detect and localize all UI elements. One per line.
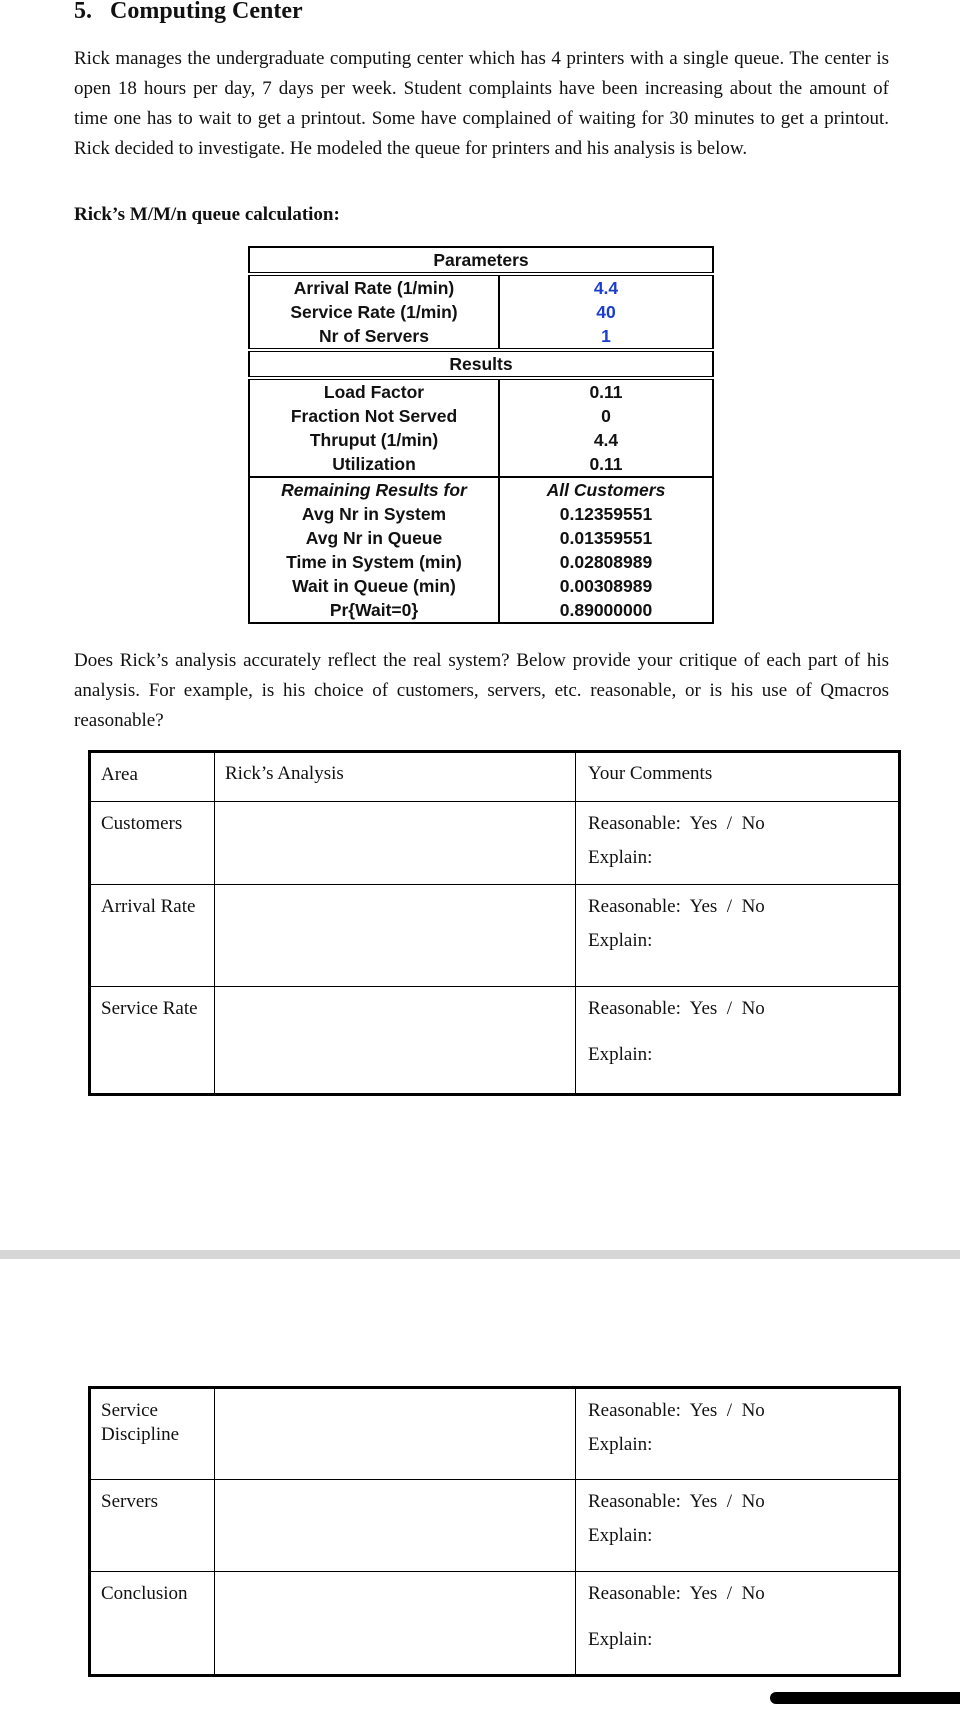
table-row — [90, 885, 900, 987]
table-row — [90, 987, 900, 1095]
table-row — [90, 1572, 900, 1676]
critique-question: Does Rick’s analysis accurately reflect the real system? Below provide your critique of each part of his analysis. For example, is his choice of customers, servers, etc. reasonable, or is his use of Qmacros reasonable? — [74, 650, 889, 731]
table-header-row — [90, 752, 900, 802]
comments-cell[interactable] — [576, 1480, 900, 1572]
param-label: Service Rate (1/min) — [249, 300, 499, 324]
scroll-indicator[interactable] — [770, 1692, 960, 1704]
result-label: Load Factor — [249, 378, 499, 404]
explain-label: Explain: — [588, 1434, 653, 1455]
param-label: Arrival Rate (1/min) — [249, 274, 499, 300]
table-row — [249, 526, 713, 550]
analysis-cell[interactable] — [215, 987, 576, 1095]
result-value: 0.11 — [589, 454, 623, 474]
page-divider — [0, 1250, 960, 1259]
explain-label: Explain: — [588, 1629, 653, 1650]
table-row — [249, 598, 713, 623]
area-header: Area — [90, 752, 215, 802]
table-row — [249, 502, 713, 526]
param-label: Nr of Servers — [249, 324, 499, 350]
result-label: Time in System (min) — [249, 550, 499, 574]
result-value: 0 — [601, 406, 611, 426]
area-cell: Conclusion — [90, 1572, 215, 1676]
result-label: Avg Nr in Queue — [249, 526, 499, 550]
reasonable-options[interactable]: Reasonable: Yes / No — [588, 1400, 765, 1421]
table-row — [249, 404, 713, 428]
area-cell: Arrival Rate — [90, 885, 215, 987]
result-value: 0.01359551 — [559, 528, 653, 548]
table-row — [90, 802, 900, 885]
explain-label: Explain: — [588, 930, 653, 951]
reasonable-options[interactable]: Reasonable: Yes / No — [588, 813, 765, 834]
param-value: 1 — [601, 326, 611, 346]
result-value: 0.12359551 — [559, 504, 653, 524]
result-label: Pr{Wait=0} — [249, 598, 499, 623]
table-row — [249, 300, 713, 324]
result-value: 0.02808989 — [559, 552, 653, 572]
analysis-cell[interactable] — [215, 802, 576, 885]
table-row — [90, 1480, 900, 1572]
result-value: 4.4 — [593, 430, 619, 450]
result-value: 0.89000000 — [559, 600, 653, 620]
comments-cell[interactable] — [576, 987, 900, 1095]
result-label: Utilization — [249, 452, 499, 477]
queue-results-table — [248, 246, 714, 624]
result-label: Wait in Queue (min) — [249, 574, 499, 598]
param-value: 40 — [596, 302, 616, 322]
reasonable-options[interactable]: Reasonable: Yes / No — [588, 896, 765, 917]
table-row — [249, 274, 713, 300]
remaining-label: Remaining Results for — [249, 477, 499, 502]
result-value: 0.00308989 — [559, 576, 653, 596]
reasonable-options[interactable]: Reasonable: Yes / No — [588, 1491, 765, 1512]
explain-label: Explain: — [588, 1525, 653, 1546]
area-cell: Service Rate — [90, 987, 215, 1095]
section-title: 5. Computing Center — [74, 0, 303, 24]
remaining-value: All Customers — [499, 477, 713, 502]
analysis-cell[interactable] — [215, 1388, 576, 1480]
result-label: Avg Nr in System — [249, 502, 499, 526]
table-row — [90, 1388, 900, 1480]
comments-cell[interactable] — [576, 802, 900, 885]
comments-cell[interactable] — [576, 885, 900, 987]
table-row — [249, 324, 713, 350]
area-cell: Service Discipline — [90, 1388, 215, 1480]
calc-heading: Rick’s M/M/n queue calculation: — [74, 204, 340, 225]
explain-label: Explain: — [588, 1044, 653, 1065]
comments-header: Your Comments — [576, 752, 900, 802]
param-value: 4.4 — [593, 278, 619, 298]
result-label: Fraction Not Served — [249, 404, 499, 428]
results-header: Results — [249, 350, 713, 378]
analysis-cell[interactable] — [215, 1572, 576, 1676]
table-row — [249, 428, 713, 452]
comments-cell[interactable] — [576, 1572, 900, 1676]
table-row — [249, 550, 713, 574]
table-row — [249, 452, 713, 477]
reasonable-options[interactable]: Reasonable: Yes / No — [588, 1583, 765, 1604]
table-row — [249, 378, 713, 404]
table-row — [249, 477, 713, 502]
area-cell: Servers — [90, 1480, 215, 1572]
parameters-header: Parameters — [249, 247, 713, 274]
area-cell: Customers — [90, 802, 215, 885]
comments-cell[interactable] — [576, 1388, 900, 1480]
explain-label: Explain: — [588, 847, 653, 868]
critique-table — [88, 750, 901, 1096]
analysis-cell[interactable] — [215, 1480, 576, 1572]
critique-table-continued — [88, 1386, 901, 1677]
result-label: Thruput (1/min) — [249, 428, 499, 452]
analysis-header: Rick’s Analysis — [215, 752, 576, 802]
reasonable-options[interactable]: Reasonable: Yes / No — [588, 998, 765, 1019]
result-value: 0.11 — [589, 382, 623, 402]
intro-paragraph: Rick manages the undergraduate computing center which has 4 printers with a single queue. The center is open 18 hours per day, 7 days per week. Student complaints have been increasing about the amount of time one has to wait to get a printout. Some have complained of waiting for 30 minutes to get a printout. Rick decided to investigate. He modeled the queue for printers and his analysis is below. — [74, 48, 889, 159]
analysis-cell[interactable] — [215, 885, 576, 987]
table-row — [249, 574, 713, 598]
